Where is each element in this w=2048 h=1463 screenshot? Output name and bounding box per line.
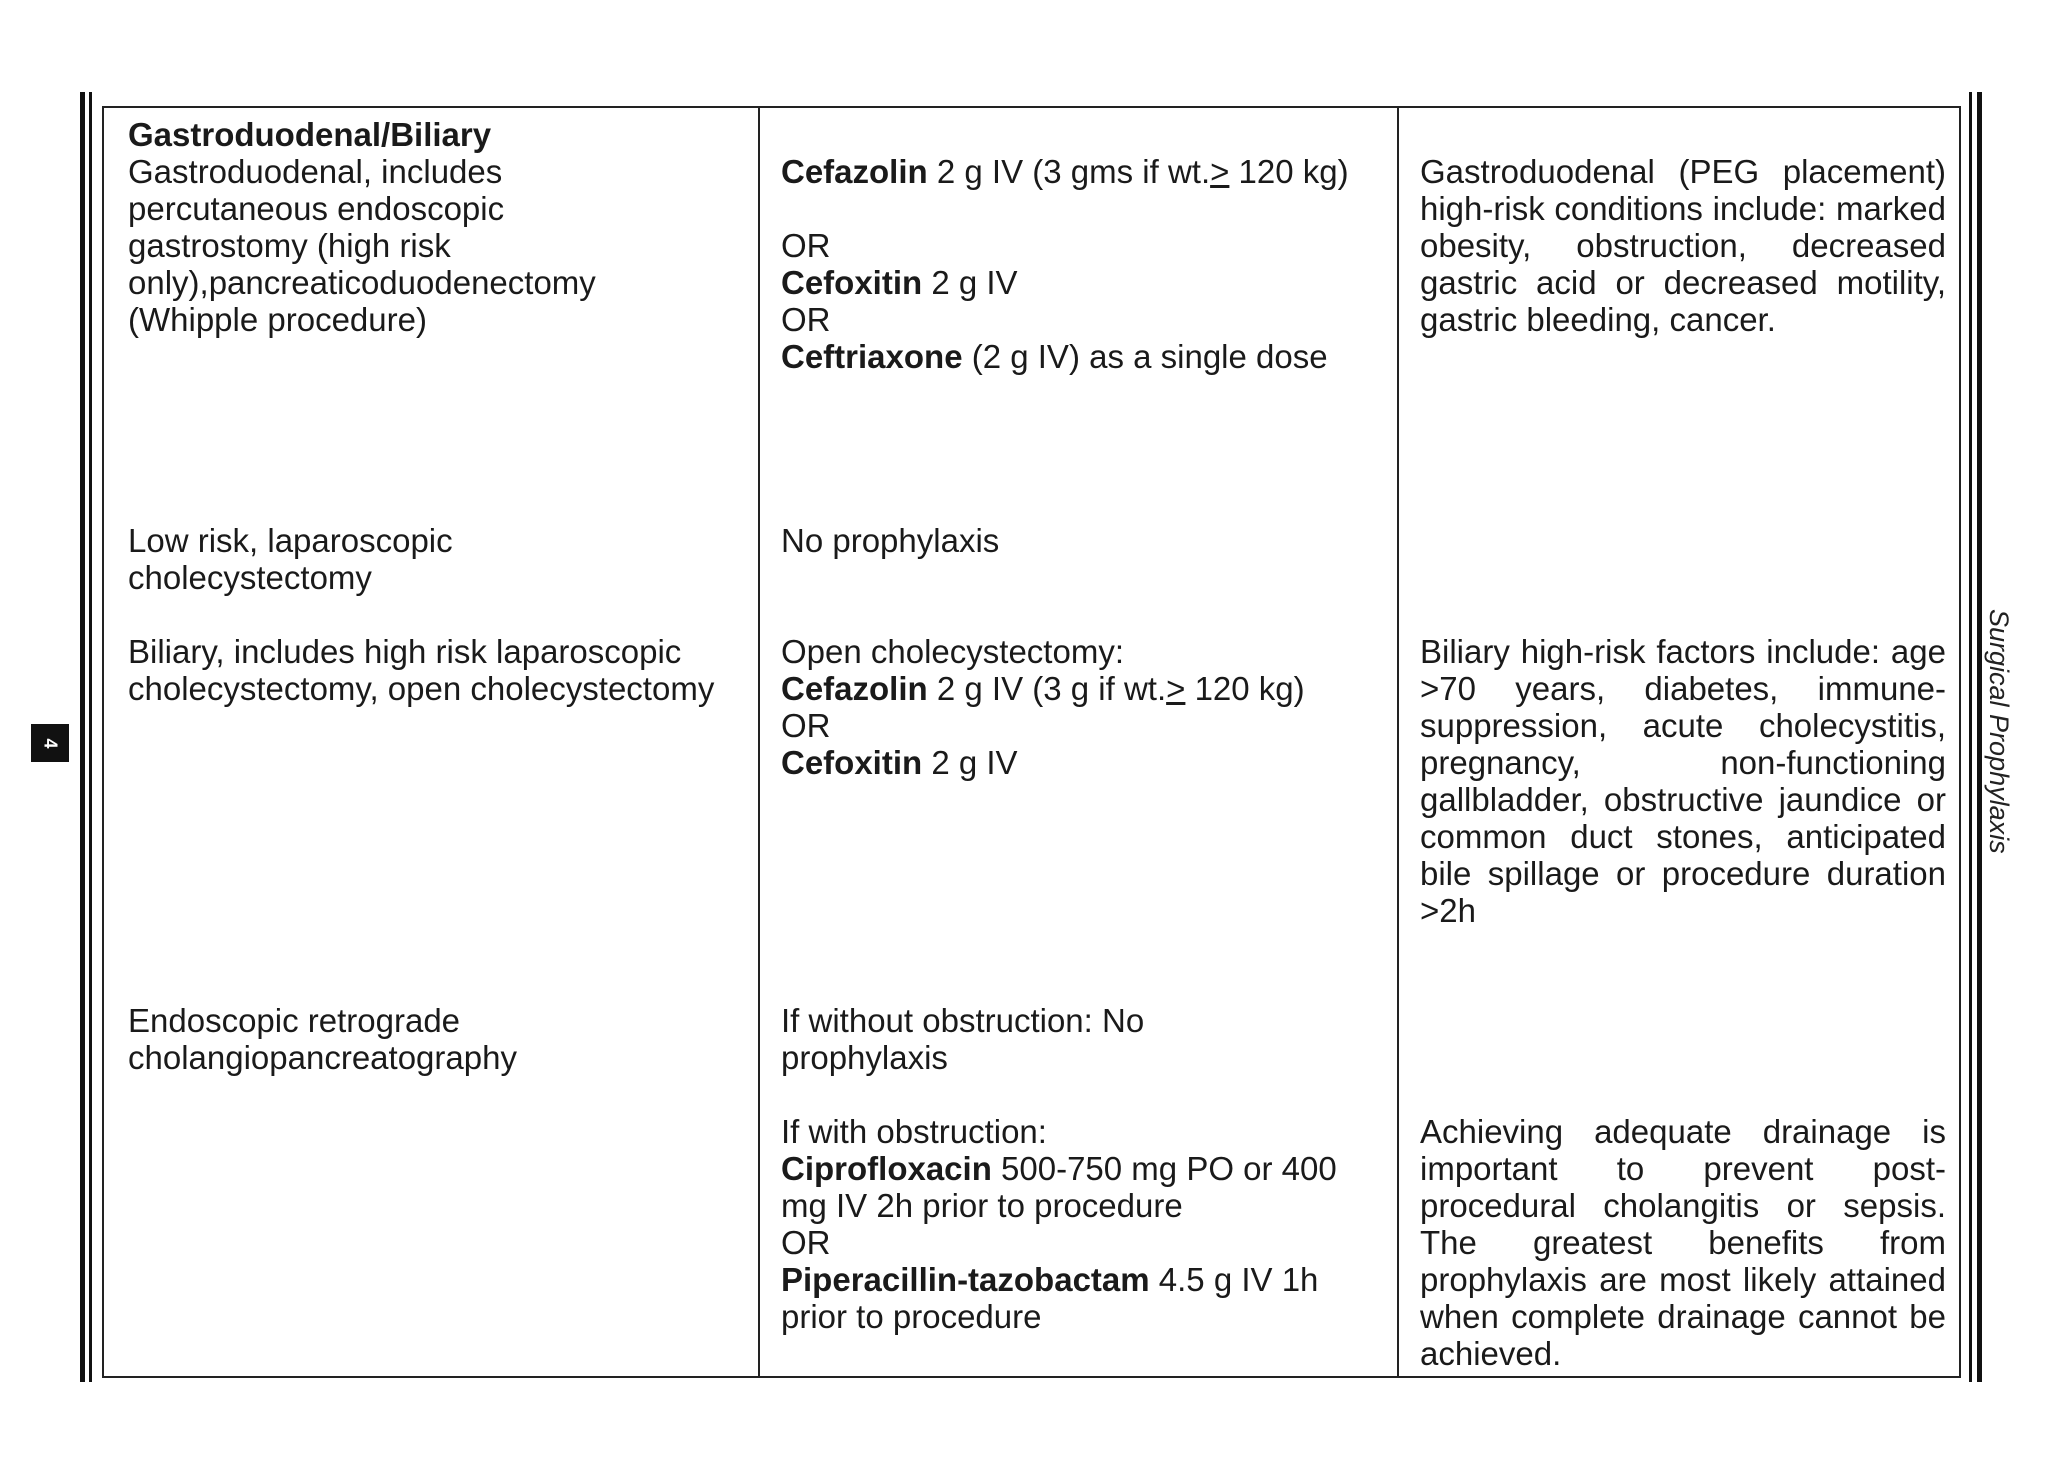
left-margin-rule-thin xyxy=(89,92,92,1382)
row4-regimen-without-obstruction: If without obstruction: No prophylaxis xyxy=(781,1002,1145,1076)
or-separator: OR xyxy=(781,707,831,744)
chapter-tab xyxy=(31,724,69,762)
row1-procedure: Gastroduodenal, includes percutaneous endoscopic gastrostomy (high risk only),pancreaticoduodenectomy (Whipple procedure) xyxy=(128,153,596,338)
drug-name: Ciprofloxacin xyxy=(781,1150,992,1187)
prophylaxis-table xyxy=(102,106,1961,1378)
drug-name: Ceftriaxone xyxy=(781,338,963,375)
row3-comments: Biliary high-risk factors include: age >70 years, diabetes, immune-suppression, acute cholecystitis, pregnancy, non-functioning gallbladder, obstructive jaundice or common duct stones, anticipated bile spillage or procedure duration >2h xyxy=(1420,633,1946,929)
column-divider-1 xyxy=(758,108,760,1376)
row1-comments: Gastroduodenal (PEG placement) high-risk conditions include: marked obesity, obstruction, decreased gastric acid or decreased motility, gastric bleeding, cancer. xyxy=(1420,153,1946,338)
or-separator: OR xyxy=(781,1224,831,1261)
left-margin-rule-thick xyxy=(80,92,85,1382)
drug-name: Cefazolin xyxy=(781,153,928,190)
row2-regimen: No prophylaxis xyxy=(781,522,1000,559)
row4-procedure: Endoscopic retrograde cholangiopancreatography xyxy=(128,1002,517,1076)
drug-name: Cefoxitin xyxy=(781,264,923,301)
right-margin-rule-thick xyxy=(1977,92,1982,1382)
row3-regimen: Open cholecystectomy: Cefazolin 2 g IV (3 g if wt.> 120 kg) OR Cefoxitin 2 g IV xyxy=(781,633,1391,781)
row4-comments: Achieving adequate drainage is important to prevent post-procedural cholangitis or sepsis. The greatest benefits from prophylaxis are most likely attained when complete drainage cannot be achieved. xyxy=(1420,1113,1946,1372)
or-separator: OR xyxy=(781,301,831,338)
section-heading: Gastroduodenal/Biliary xyxy=(128,116,492,153)
right-margin-rule-thin xyxy=(1969,92,1972,1382)
or-separator: OR xyxy=(781,227,831,264)
drug-name: Piperacillin-tazobactam xyxy=(781,1261,1150,1298)
row4-regimen-with-obstruction: If with obstruction: Ciprofloxacin 500-750 mg PO or 400 mg IV 2h prior to procedure OR Piperacillin-tazobactam 4.5 g IV 1h prior to procedure xyxy=(781,1113,1341,1335)
row3-procedure: Biliary, includes high risk laparoscopic cholecystectomy, open cholecystectomy xyxy=(128,633,715,707)
row2-procedure: Low risk, laparoscopic cholecystectomy xyxy=(128,522,453,596)
drug-name: Cefoxitin xyxy=(781,744,923,781)
drug-name: Cefazolin xyxy=(781,670,928,707)
column-divider-2 xyxy=(1397,108,1399,1376)
side-running-header-text: Surgical Prophylaxis xyxy=(1984,609,2014,854)
chapter-tab-number: 4 xyxy=(40,737,61,749)
row1-regimen: Cefazolin 2 g IV (3 gms if wt.> 120 kg) OR Cefoxitin 2 g IV OR Ceftriaxone (2 g IV) as a single dose xyxy=(781,153,1351,375)
